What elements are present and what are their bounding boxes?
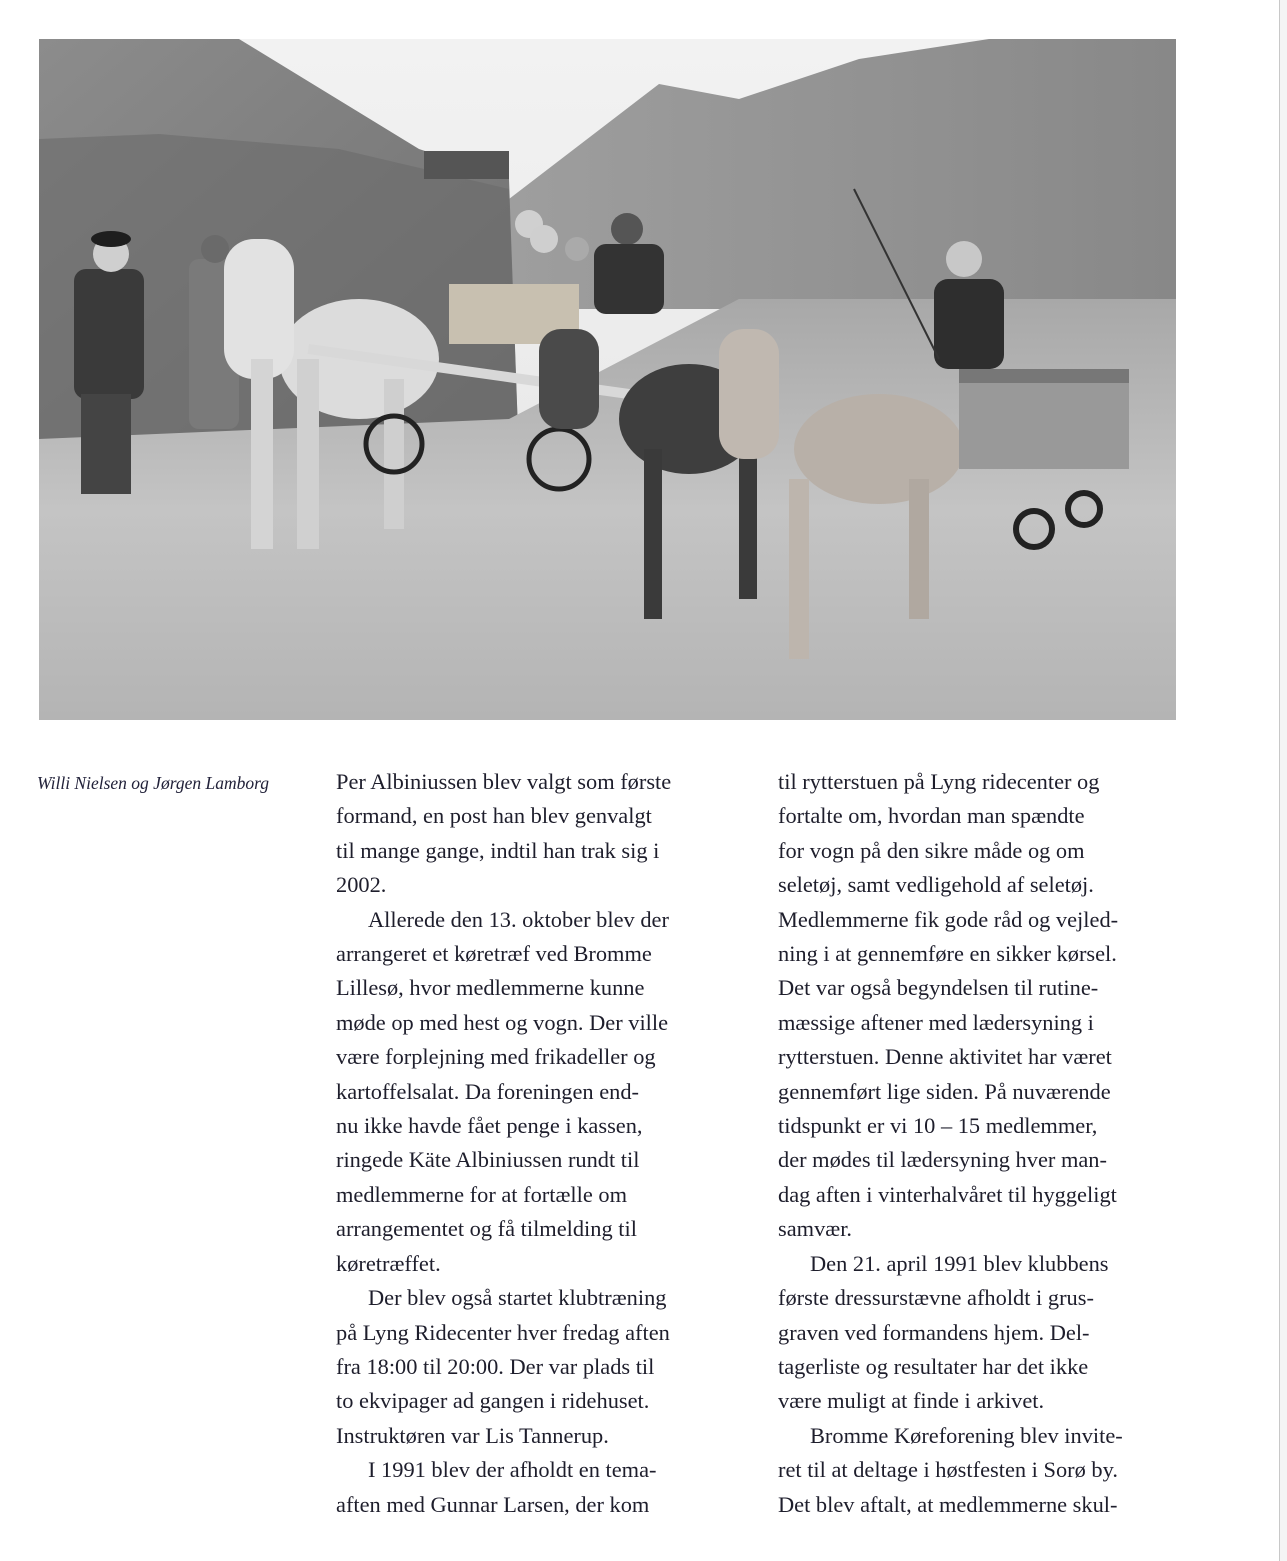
page-gutter: [1280, 0, 1287, 1561]
body-text-line: på Lyng Ridecenter hver fredag aften: [336, 1319, 670, 1345]
body-text-line: aften med Gunnar Larsen, der kom: [336, 1491, 650, 1517]
body-text-line: køretræffet.: [336, 1250, 441, 1276]
body-text-line: fortalte om, hvordan man spændte: [778, 803, 1085, 829]
body-text-line: Lillesø, hvor medlemmerne kunne: [336, 975, 645, 1001]
photo-caption: Willi Nielsen og Jørgen Lamborg: [37, 773, 270, 793]
body-text-line: ret til at deltage i høstfesten i Sorø by.: [778, 1457, 1118, 1483]
body-text-line: Medlemmerne fik gode råd og vejled-: [778, 906, 1119, 932]
body-text-line: til mange gange, indtil han trak sig i: [336, 837, 660, 863]
body-text-line: være forplejning med frikadeller og: [336, 1044, 656, 1070]
body-text-line: tagerliste og resultater har det ikke: [778, 1353, 1089, 1379]
body-text-line: to ekvipager ad gangen i ridehuset.: [336, 1388, 650, 1414]
body-text-line: Det blev aftalt, at medlemmerne skul-: [778, 1491, 1118, 1517]
body-text-line: fra 18:00 til 20:00. Der var plads til: [336, 1353, 655, 1379]
body-text-line: seletøj, samt vedligehold af seletøj.: [778, 872, 1094, 898]
body-text-line: tidspunkt er vi 10 – 15 medlemmer,: [778, 1113, 1098, 1139]
body-text-line: Per Albiniussen blev valgt som første: [336, 769, 672, 794]
text-column-left: [336, 765, 736, 1522]
text-column-right: [778, 765, 1178, 1522]
body-text-line: kartoffelsalat. Da foreningen end-: [336, 1078, 639, 1104]
photo-illustration: [39, 39, 1176, 720]
body-text-line: formand, en post han blev genvalgt: [336, 803, 652, 829]
body-text-line: gennemført lige siden. På nuværende: [778, 1078, 1111, 1104]
body-text-line: graven ved formandens hjem. Del-: [778, 1319, 1090, 1345]
body-text-line: der mødes til lædersyning hver man-: [778, 1147, 1107, 1173]
body-text-line: ning i at gennemføre en sikker kørsel.: [778, 941, 1117, 967]
body-text-line: rytterstuen. Denne aktivitet har været: [778, 1044, 1112, 1070]
body-text-line: Der blev også startet klubtræning: [368, 1285, 667, 1311]
body-text-line: for vogn på den sikre måde og om: [778, 837, 1085, 863]
body-text-line: ringede Käte Albiniussen rundt til: [336, 1147, 640, 1173]
body-text-line: til rytterstuen på Lyng ridecenter og: [778, 769, 1100, 794]
body-text-line: 2002.: [336, 872, 387, 898]
body-text-line: Det var også begyndelsen til rutine-: [778, 975, 1099, 1001]
body-text-line: være muligt at finde i arkivet.: [778, 1388, 1045, 1414]
body-text-line: Allerede den 13. oktober blev der: [368, 906, 669, 932]
horse-carriage-photo: [39, 39, 1176, 720]
body-text-line: første dressurstævne afholdt i grus-: [778, 1285, 1094, 1311]
body-text-line: I 1991 blev der afholdt en tema-: [368, 1457, 657, 1483]
body-text-line: samvær.: [778, 1216, 853, 1242]
body-text-line: Den 21. april 1991 blev klubbens: [810, 1250, 1109, 1276]
body-text-line: Instruktøren var Lis Tannerup.: [336, 1422, 609, 1448]
body-text-line: dag aften i vinterhalvåret til hyggeligt: [778, 1181, 1117, 1207]
body-text-line: arrangementet og få tilmelding til: [336, 1216, 637, 1242]
body-text-line: medlemmerne for at fortælle om: [336, 1181, 627, 1207]
body-text-line: arrangeret et køretræf ved Bromme: [336, 941, 652, 967]
body-text-line: Bromme Køreforening blev invite-: [810, 1422, 1123, 1448]
body-text-line: nu ikke havde fået penge i kassen,: [336, 1113, 643, 1139]
body-text-line: møde op med hest og vogn. Der ville: [336, 1009, 669, 1035]
body-text-line: mæssige aftener med lædersyning i: [778, 1009, 1094, 1035]
